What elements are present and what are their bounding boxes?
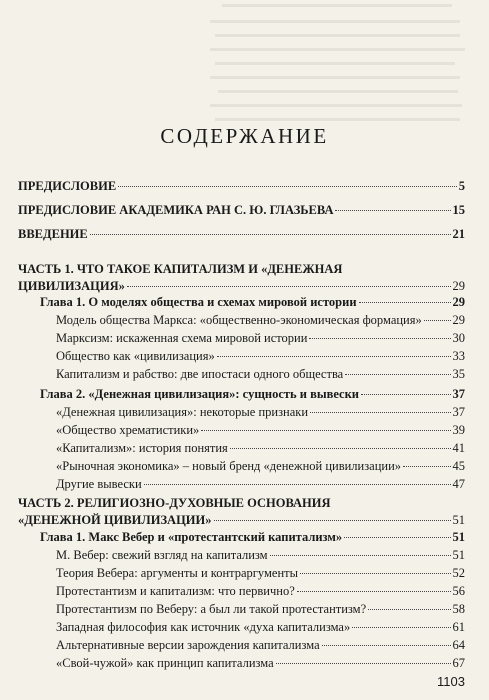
leader-dots: [214, 520, 451, 521]
toc-entry-page: 61: [452, 620, 465, 634]
page-title: СОДЕРЖАНИЕ: [160, 124, 329, 148]
leader-dots: [352, 627, 450, 628]
toc-entry-label: Глава 2. «Денежная цивилизация»: сущность и вывески: [40, 387, 359, 401]
toc-chapter-p1-1[interactable]: [40, 293, 465, 312]
toc-section[interactable]: [56, 311, 465, 330]
toc-entry-label: Западная философия как источник «духа капитализма»: [56, 620, 351, 634]
toc-entry-label: Другие вывески: [56, 477, 142, 491]
toc-entry-page: 58: [452, 602, 465, 616]
leader-dots: [309, 338, 450, 339]
leader-dots: [270, 555, 451, 556]
toc-entry-page: 64: [452, 638, 465, 652]
part-title-line-2: ЦИВИЛИЗАЦИЯ»: [18, 279, 125, 293]
toc-section[interactable]: [56, 564, 465, 583]
leader-dots: [310, 412, 450, 413]
toc-entry-introduction[interactable]: [18, 225, 465, 244]
toc-entry-page: 47: [452, 477, 465, 491]
leader-dots: [368, 609, 450, 610]
toc-entry-label: Модель общества Маркса: «общественно-экономическая формация»: [56, 313, 422, 327]
leader-dots: [230, 448, 451, 449]
part-title-line-2: «ДЕНЕЖНОЙ ЦИВИЛИЗАЦИИ»: [18, 513, 212, 527]
toc-entry-page: 15: [452, 203, 465, 217]
toc-entry-label: «Рыночная экономика» – новый бренд «денежной цивилизации»: [56, 459, 402, 473]
toc-entry-page: 56: [452, 584, 465, 598]
toc-entry-page: 39: [452, 423, 465, 437]
toc-entry-page: 41: [452, 441, 465, 455]
leader-dots: [361, 394, 451, 395]
toc-entry-page: 30: [452, 331, 465, 345]
toc-section[interactable]: [56, 403, 465, 422]
leader-dots: [201, 430, 450, 431]
leader-dots: [345, 374, 450, 375]
toc-section[interactable]: [56, 654, 465, 673]
leader-dots: [344, 537, 450, 538]
toc-entry-label: Протестантизм по Веберу: а был ли такой протестантизм?: [56, 602, 367, 616]
toc-entry-preface[interactable]: [18, 177, 465, 196]
leader-dots: [217, 356, 451, 357]
leader-dots: [335, 210, 450, 211]
toc-entry-page: 33: [452, 349, 465, 363]
toc-entry-page: 29: [452, 279, 465, 293]
toc-section[interactable]: [56, 475, 465, 494]
toc-section[interactable]: [56, 546, 465, 565]
leader-dots: [297, 591, 451, 592]
toc-entry-page: 21: [452, 227, 465, 241]
toc-entry-label: «Денежная цивилизация»: некоторые признаки: [56, 405, 309, 419]
leader-dots: [276, 663, 451, 664]
toc-entry-label: ВВЕДЕНИЕ: [18, 227, 88, 241]
toc-entry-label: Протестантизм и капитализм: что первично?: [56, 584, 295, 598]
toc-section[interactable]: [56, 421, 465, 440]
toc-entry-page: 29: [452, 295, 465, 309]
leader-dots: [322, 645, 451, 646]
toc-entry-label: «Капитализм»: история понятия: [56, 441, 228, 455]
leader-dots: [90, 234, 451, 235]
toc-section[interactable]: [56, 365, 465, 384]
toc-section[interactable]: [56, 439, 465, 458]
toc-entry-label: «Свой-чужой» как принцип капитализма: [56, 656, 274, 670]
toc-entry-page: 35: [452, 367, 465, 381]
part-title-line-1: ЧАСТЬ 2. РЕЛИГИОЗНО-ДУХОВНЫЕ ОСНОВАНИЯ: [18, 496, 331, 510]
toc-entry-label: Глава 1. О моделях общества и схемах мировой истории: [40, 295, 357, 309]
toc-entry-page: 52: [452, 566, 465, 580]
toc-entry-label: ПРЕДИСЛОВИЕ АКАДЕМИКА РАН С. Ю. ГЛАЗЬЕВА: [18, 203, 334, 217]
toc-entry-page: 45: [452, 459, 465, 473]
toc-section[interactable]: [56, 457, 465, 476]
leader-dots: [118, 186, 457, 187]
toc-entry-page: 51: [452, 513, 465, 527]
toc-entry-label: «Общество хрематистики»: [56, 423, 200, 437]
toc-section[interactable]: [56, 347, 465, 366]
toc-part-1[interactable]: [18, 261, 465, 295]
part-title-line-1: ЧАСТЬ 1. ЧТО ТАКОЕ КАПИТАЛИЗМ И «ДЕНЕЖНАЯ: [18, 262, 343, 276]
toc-entry-page: 51: [452, 530, 465, 544]
toc-section[interactable]: [56, 582, 465, 601]
leader-dots: [144, 484, 451, 485]
toc-entry-label: Теория Вебера: аргументы и контраргументы: [56, 566, 299, 580]
toc-entry-page: 37: [452, 387, 465, 401]
toc-entry-page: 5: [458, 179, 465, 193]
toc-section[interactable]: [56, 329, 465, 348]
toc-entry-label: Альтернативные версии зарождения капитализма: [56, 638, 320, 652]
leader-dots: [127, 286, 451, 287]
toc-entry-glazyev-preface[interactable]: [18, 201, 465, 220]
toc-part-2[interactable]: [18, 495, 465, 529]
toc-entry-label: М. Вебер: свежий взгляд на капитализм: [56, 548, 268, 562]
leader-dots: [359, 302, 451, 303]
toc-entry-label: Капитализм и рабство: две ипостаси одного общества: [56, 367, 344, 381]
toc-chapter-p1-2[interactable]: [40, 385, 465, 404]
leader-dots: [424, 320, 451, 321]
toc-section[interactable]: [56, 600, 465, 619]
toc-entry-label: Глава 1. Макс Вебер и «протестантский капитализм»: [40, 530, 343, 544]
toc-entry-label: Общество как «цивилизация»: [56, 349, 215, 363]
toc-entry-page: 67: [452, 656, 465, 670]
toc-entry-page: 51: [452, 548, 465, 562]
leader-dots: [300, 573, 450, 574]
page-number: 1103: [437, 674, 465, 689]
toc-section[interactable]: [56, 636, 465, 655]
toc-entry-label: Марксизм: искаженная схема мировой истории: [56, 331, 308, 345]
toc-entry-label: ПРЕДИСЛОВИЕ: [18, 179, 117, 193]
toc-entry-page: 29: [452, 313, 465, 327]
leader-dots: [403, 466, 450, 467]
toc-chapter-p2-1[interactable]: [40, 528, 465, 547]
toc-section[interactable]: [56, 618, 465, 637]
toc-entry-page: 37: [452, 405, 465, 419]
